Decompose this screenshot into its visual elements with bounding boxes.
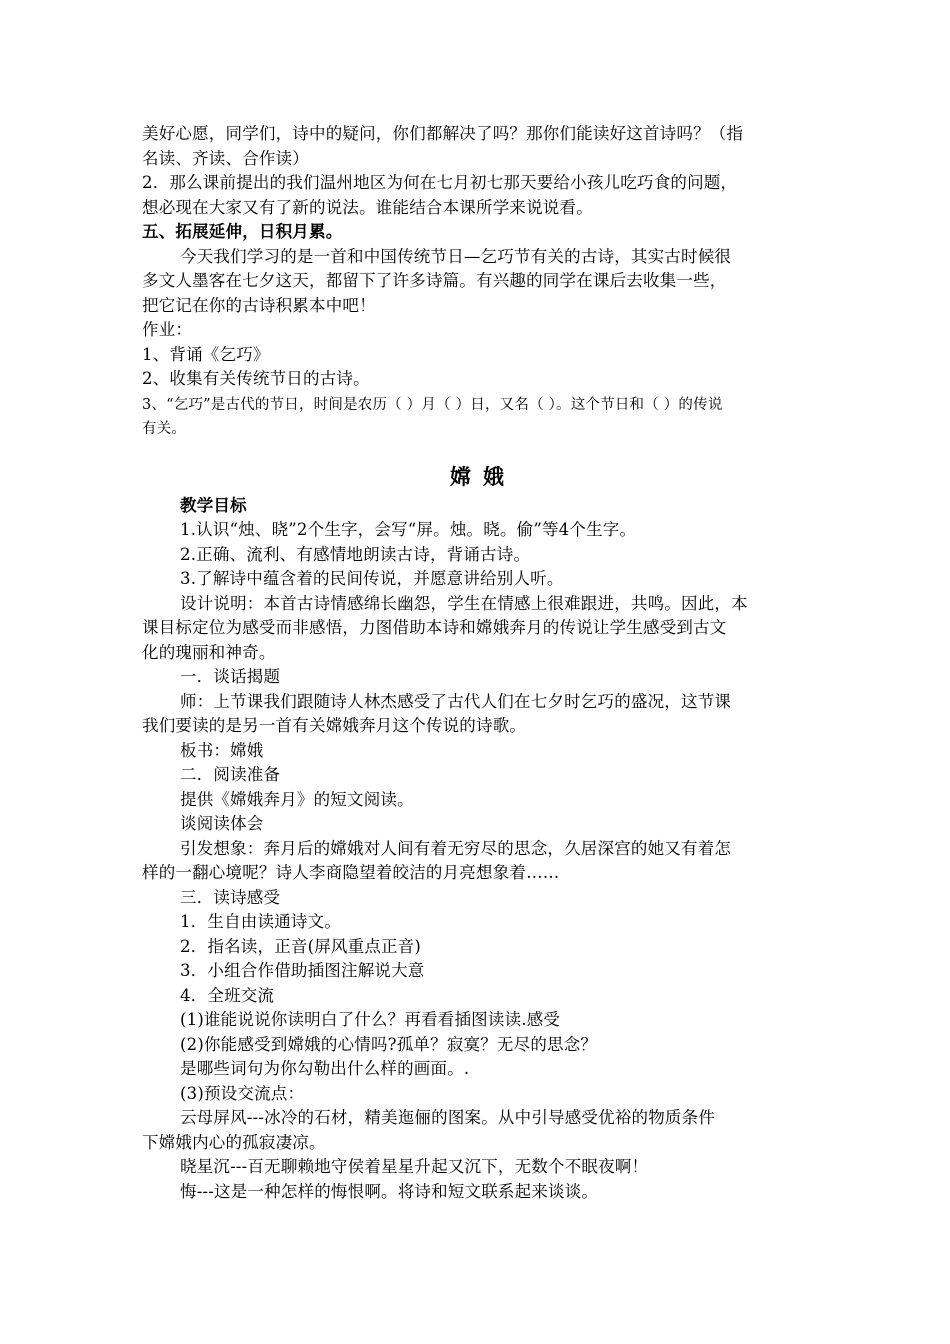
step-heading: 三．读诗感受 [180,887,281,907]
step-item: 4．全班交流 [180,985,275,1005]
homework-item: 1、背诵《乞巧》 [142,344,270,364]
goal-item: 2.正确、流利、有感情地朗读古诗，背诵古诗。 [180,544,531,564]
imagine-line: 样的一翻心境呢？诗人李商隐望着皎洁的月亮想象着…… [142,863,560,882]
homework-item-text: 3、“乞巧”是古代的节日，时间是农历（ ）月（ ）日，又名（ ）。这个节日和（ ）的传说 [142,396,723,413]
step-item: 1．生自由读通诗文。 [180,912,341,931]
step-item: 2．指名读，正音(屏风重点正音) [180,936,422,956]
step-heading: 二．阅读准备 [180,765,281,784]
step-heading: 一．谈话揭题 [180,667,281,686]
homework-item: 2、收集有关传统节日的古诗。 [142,369,370,388]
point-line: 晓星沉---百无聊赖地守侯着星星升起又沉下，无数个不眠夜啊！ [180,1157,649,1176]
paragraph-line: 今天我们学习的是一首和中国传统节日—乞巧节有关的古诗，其实古时候很 [180,246,732,266]
point-line: 下嫦娥内心的孤寂凄凉。 [142,1132,326,1152]
document-page [142,122,812,1204]
imagine-line: 引发想象：奔月后的嫦娥对人间有着无穷尽的思念，久居深宫的她又有着怎 [180,838,732,858]
step-item: 是哪些词句为你勾勒出什么样的画面。. [180,1059,470,1078]
design-note-line: 化的瑰丽和神奇。 [142,642,276,662]
homework-label: 作业： [142,320,193,339]
design-note-line: 设计说明：本首古诗情感绵长幽怨，学生在情感上很难跟进，共鸣。因此，本 [180,593,748,613]
goal-item: 1.认识“烛、晓”2个生字，会写“屏。烛。晓。偷”等4个生字。 [180,520,637,539]
goal-item: 3.了解诗中蕴含着的民间传说，并愿意讲给别人听。 [180,569,564,588]
lesson-title: 嫦娥 [450,463,516,489]
homework-item: 有关。 [142,421,187,437]
text-line: 想必现在大家又有了新的说法。谁能结合本课所学来说说看。 [142,197,593,217]
point-line: 云母屏风---冰冷的石材，精美迤俪的图案。从中引导感受优裕的物质条件 [180,1108,716,1127]
step-item: 3．小组合作借助插图注解说大意 [180,961,425,980]
paragraph-line: 把它记在你的古诗积累本中吧！ [142,295,376,315]
step-item: (1)谁能说说你读明白了什么？再看看插图读读.感受 [180,1010,561,1029]
section-heading: 五、拓展延伸，日积月累。 [142,222,343,241]
step-item: 提供《嫦娥奔月》的短文阅读。 [180,789,414,809]
step-item: 谈阅读体会 [180,814,264,833]
step-item: (2)你能感受到嫦娥的心情吗?孤单？寂寞？无尽的思念？ [180,1034,598,1054]
board-text: 板书：嫦娥 [180,740,264,760]
text-line: 美好心愿，同学们，诗中的疑问，你们都解决了吗？那你们能读好这首诗吗？（指 [142,124,744,143]
homework-item [142,392,812,418]
step-text: 我们要读的是另一首有关嫦娥奔月这个传说的诗歌。 [142,716,527,735]
goals-heading: 教学目标 [180,495,247,515]
step-text: 师：上节课我们跟随诗人林杰感受了古代人们在七夕时乞巧的盛况，这节课 [180,691,732,711]
step-item: (3)预设交流点： [180,1083,305,1103]
text-line: 2．那么课前提出的我们温州地区为何在七月初七那天要给小孩儿吃巧食的问题， [142,173,738,192]
text-line: 名读、齐读、合作读） [142,148,309,168]
design-note-line: 课目标定位为感受而非感悟，力图借助本诗和嫦娥奔月的传说让学生感受到古文 [142,618,727,637]
point-line: 悔---这是一种怎样的悔恨啊。将诗和短文联系起来谈谈。 [180,1181,599,1201]
paragraph-line: 多文人墨客在七夕这天，都留下了许多诗篇。有兴趣的同学在课后去收集一些， [142,271,727,290]
